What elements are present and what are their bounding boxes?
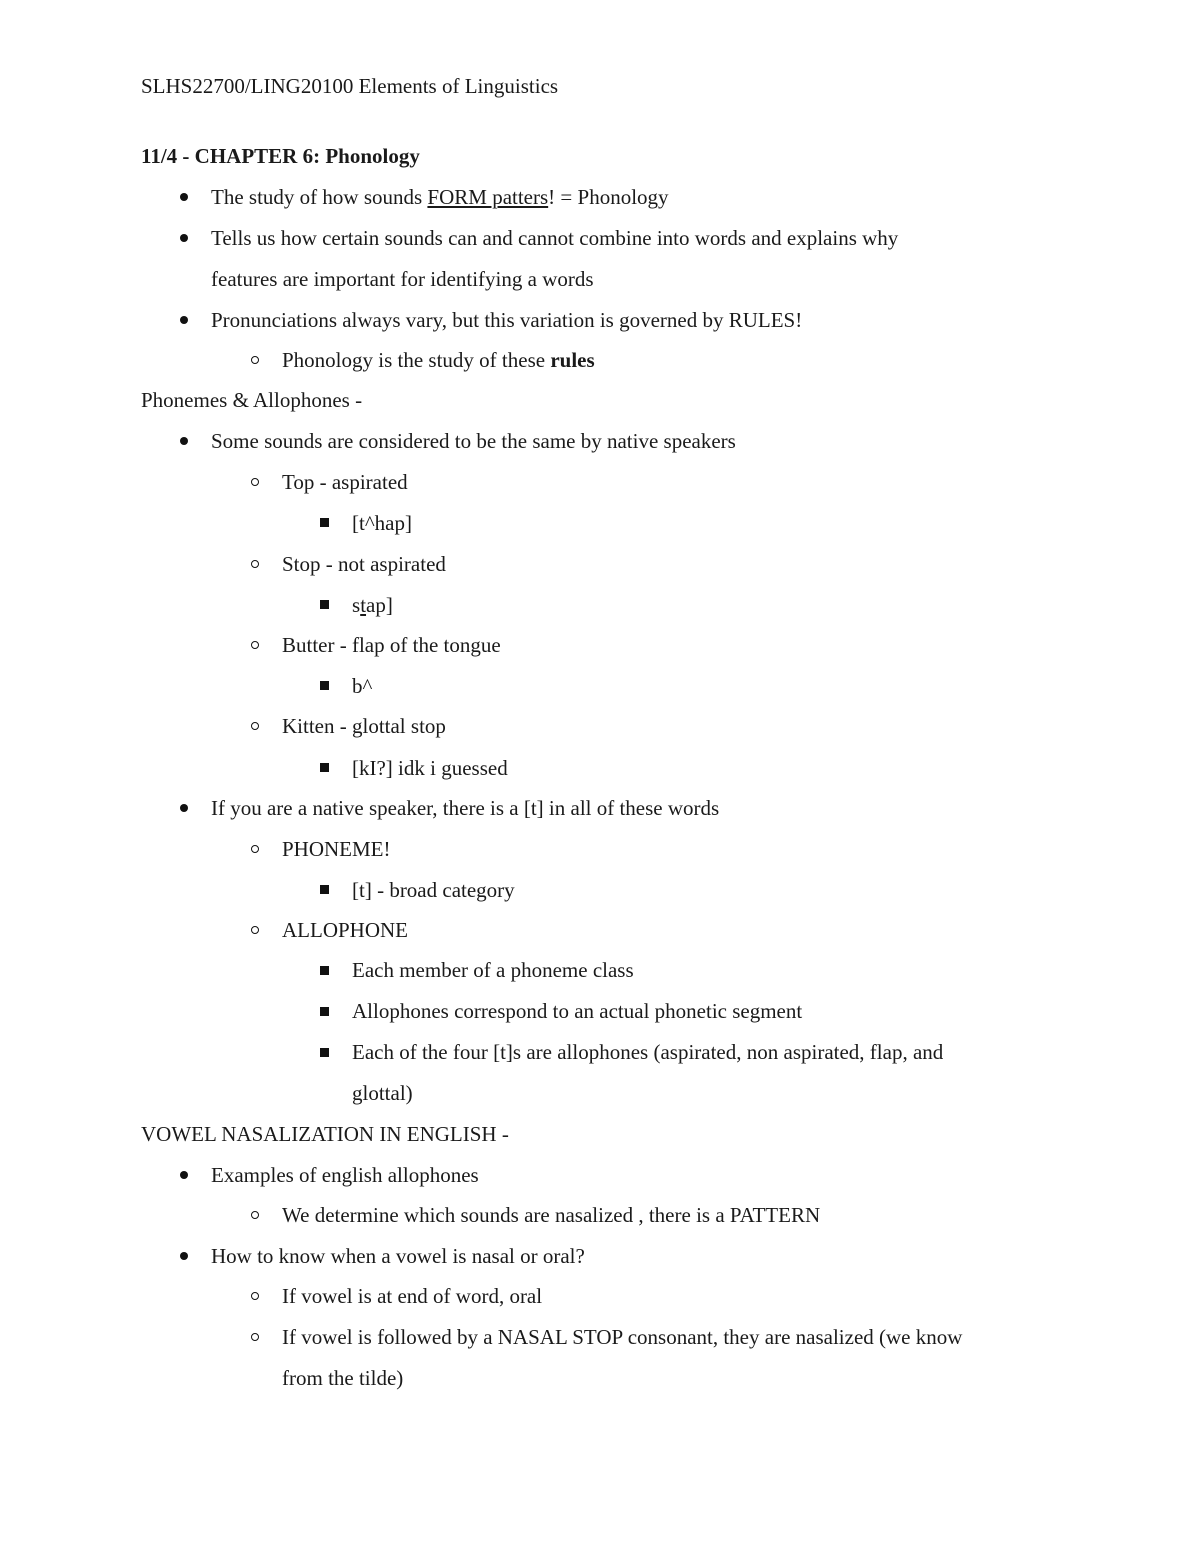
bullet-circle-icon <box>251 478 259 486</box>
bullet-square-icon <box>320 600 329 609</box>
allophone-detail-1: Each member of a phoneme class <box>352 958 634 982</box>
bullet-square-icon <box>320 763 329 772</box>
intro-sub-bullet <box>282 347 595 373</box>
allophone-detail-2: Allophones correspond to an actual phonetic segment <box>352 999 803 1023</box>
intro-bullet-2-line-2: features are important for identifying a words <box>211 267 594 291</box>
chapter-heading <box>141 143 420 169</box>
allophone-detail-3-line-2: glottal) <box>352 1081 413 1105</box>
vowel-bullet-1-sub: We determine which sounds are nasalized , there is a PATTERN <box>282 1203 821 1227</box>
intro-bullet-1-suffix: ! = Phonology <box>548 185 669 209</box>
bullet-circle-icon <box>251 641 259 649</box>
vowel-bullet-2-sub-2-line-2: from the tilde) <box>282 1366 404 1390</box>
bullet-square-icon <box>320 966 329 975</box>
vowel-heading: VOWEL NASALIZATION IN ENGLISH - <box>141 1122 509 1146</box>
bullet-dot-icon <box>180 804 188 812</box>
intro-bullet-1 <box>211 184 669 210</box>
bullet-square-icon <box>320 1007 329 1016</box>
allophone-item: ALLOPHONE <box>282 918 408 942</box>
phonemes-heading: Phonemes & Allophones - <box>141 388 363 412</box>
bullet-circle-icon <box>251 1292 259 1300</box>
underlined-text: FORM patters <box>427 185 549 209</box>
bullet-dot-icon <box>180 1171 188 1179</box>
bullet-square-icon <box>320 1048 329 1057</box>
top-example: [t^hap] <box>352 511 412 535</box>
bullet-circle-icon <box>251 926 259 934</box>
chapter-heading-text: 11/4 - CHAPTER 6: Phonology <box>141 144 420 168</box>
vowel-bullet-2-sub-2-line-1: If vowel is followed by a NASAL STOP consonant, they are nasalized (we know <box>282 1325 963 1349</box>
stop-example-rest: ap] <box>366 593 393 617</box>
intro-bullet-3: Pronunciations always vary, but this variation is governed by RULES! <box>211 308 803 332</box>
butter-example: b^ <box>352 674 373 698</box>
butter-item: Butter - flap of the tongue <box>282 633 501 657</box>
stop-example-s: s <box>352 593 361 617</box>
stop-example <box>352 592 393 618</box>
intro-sub-bullet-text: Phonology is the study of these <box>282 348 551 372</box>
vowel-bullet-2: How to know when a vowel is nasal or oral? <box>211 1244 585 1268</box>
top-item: Top - aspirated <box>282 470 408 494</box>
course-header: SLHS22700/LING20100 Elements of Linguistics <box>141 74 559 98</box>
phonemes-bullet-1: Some sounds are considered to be the same by native speakers <box>211 429 736 453</box>
bullet-dot-icon <box>180 437 188 445</box>
vowel-bullet-1: Examples of english allophones <box>211 1163 479 1187</box>
bullet-circle-icon <box>251 560 259 568</box>
kitten-example: [kI?] idk i guessed <box>352 756 508 780</box>
bullet-dot-icon <box>180 234 188 242</box>
bullet-circle-icon <box>251 1211 259 1219</box>
bullet-circle-icon <box>251 722 259 730</box>
phoneme-example: [t] - broad category <box>352 878 515 902</box>
intro-bullet-2-line-1: Tells us how certain sounds can and cannot combine into words and explains why <box>211 226 899 250</box>
underlined-text: t <box>360 593 367 617</box>
bullet-dot-icon <box>180 1252 188 1260</box>
bold-text: rules <box>550 348 595 372</box>
stop-item: Stop - not aspirated <box>282 552 446 576</box>
phonemes-bullet-2: If you are a native speaker, there is a [t] in all of these words <box>211 796 720 820</box>
bullet-circle-icon <box>251 356 259 364</box>
vowel-bullet-2-sub-1: If vowel is at end of word, oral <box>282 1284 543 1308</box>
intro-bullet-1-text: The study of how sounds <box>211 185 428 209</box>
bullet-square-icon <box>320 681 329 690</box>
kitten-item: Kitten - glottal stop <box>282 714 446 738</box>
bullet-square-icon <box>320 885 329 894</box>
bullet-dot-icon <box>180 316 188 324</box>
bullet-dot-icon <box>180 193 188 201</box>
bullet-square-icon <box>320 518 329 527</box>
bullet-circle-icon <box>251 1333 259 1341</box>
bullet-circle-icon <box>251 845 259 853</box>
phoneme-item: PHONEME! <box>282 837 391 861</box>
allophone-detail-3-line-1: Each of the four [t]s are allophones (aspirated, non aspirated, flap, and <box>352 1040 944 1064</box>
